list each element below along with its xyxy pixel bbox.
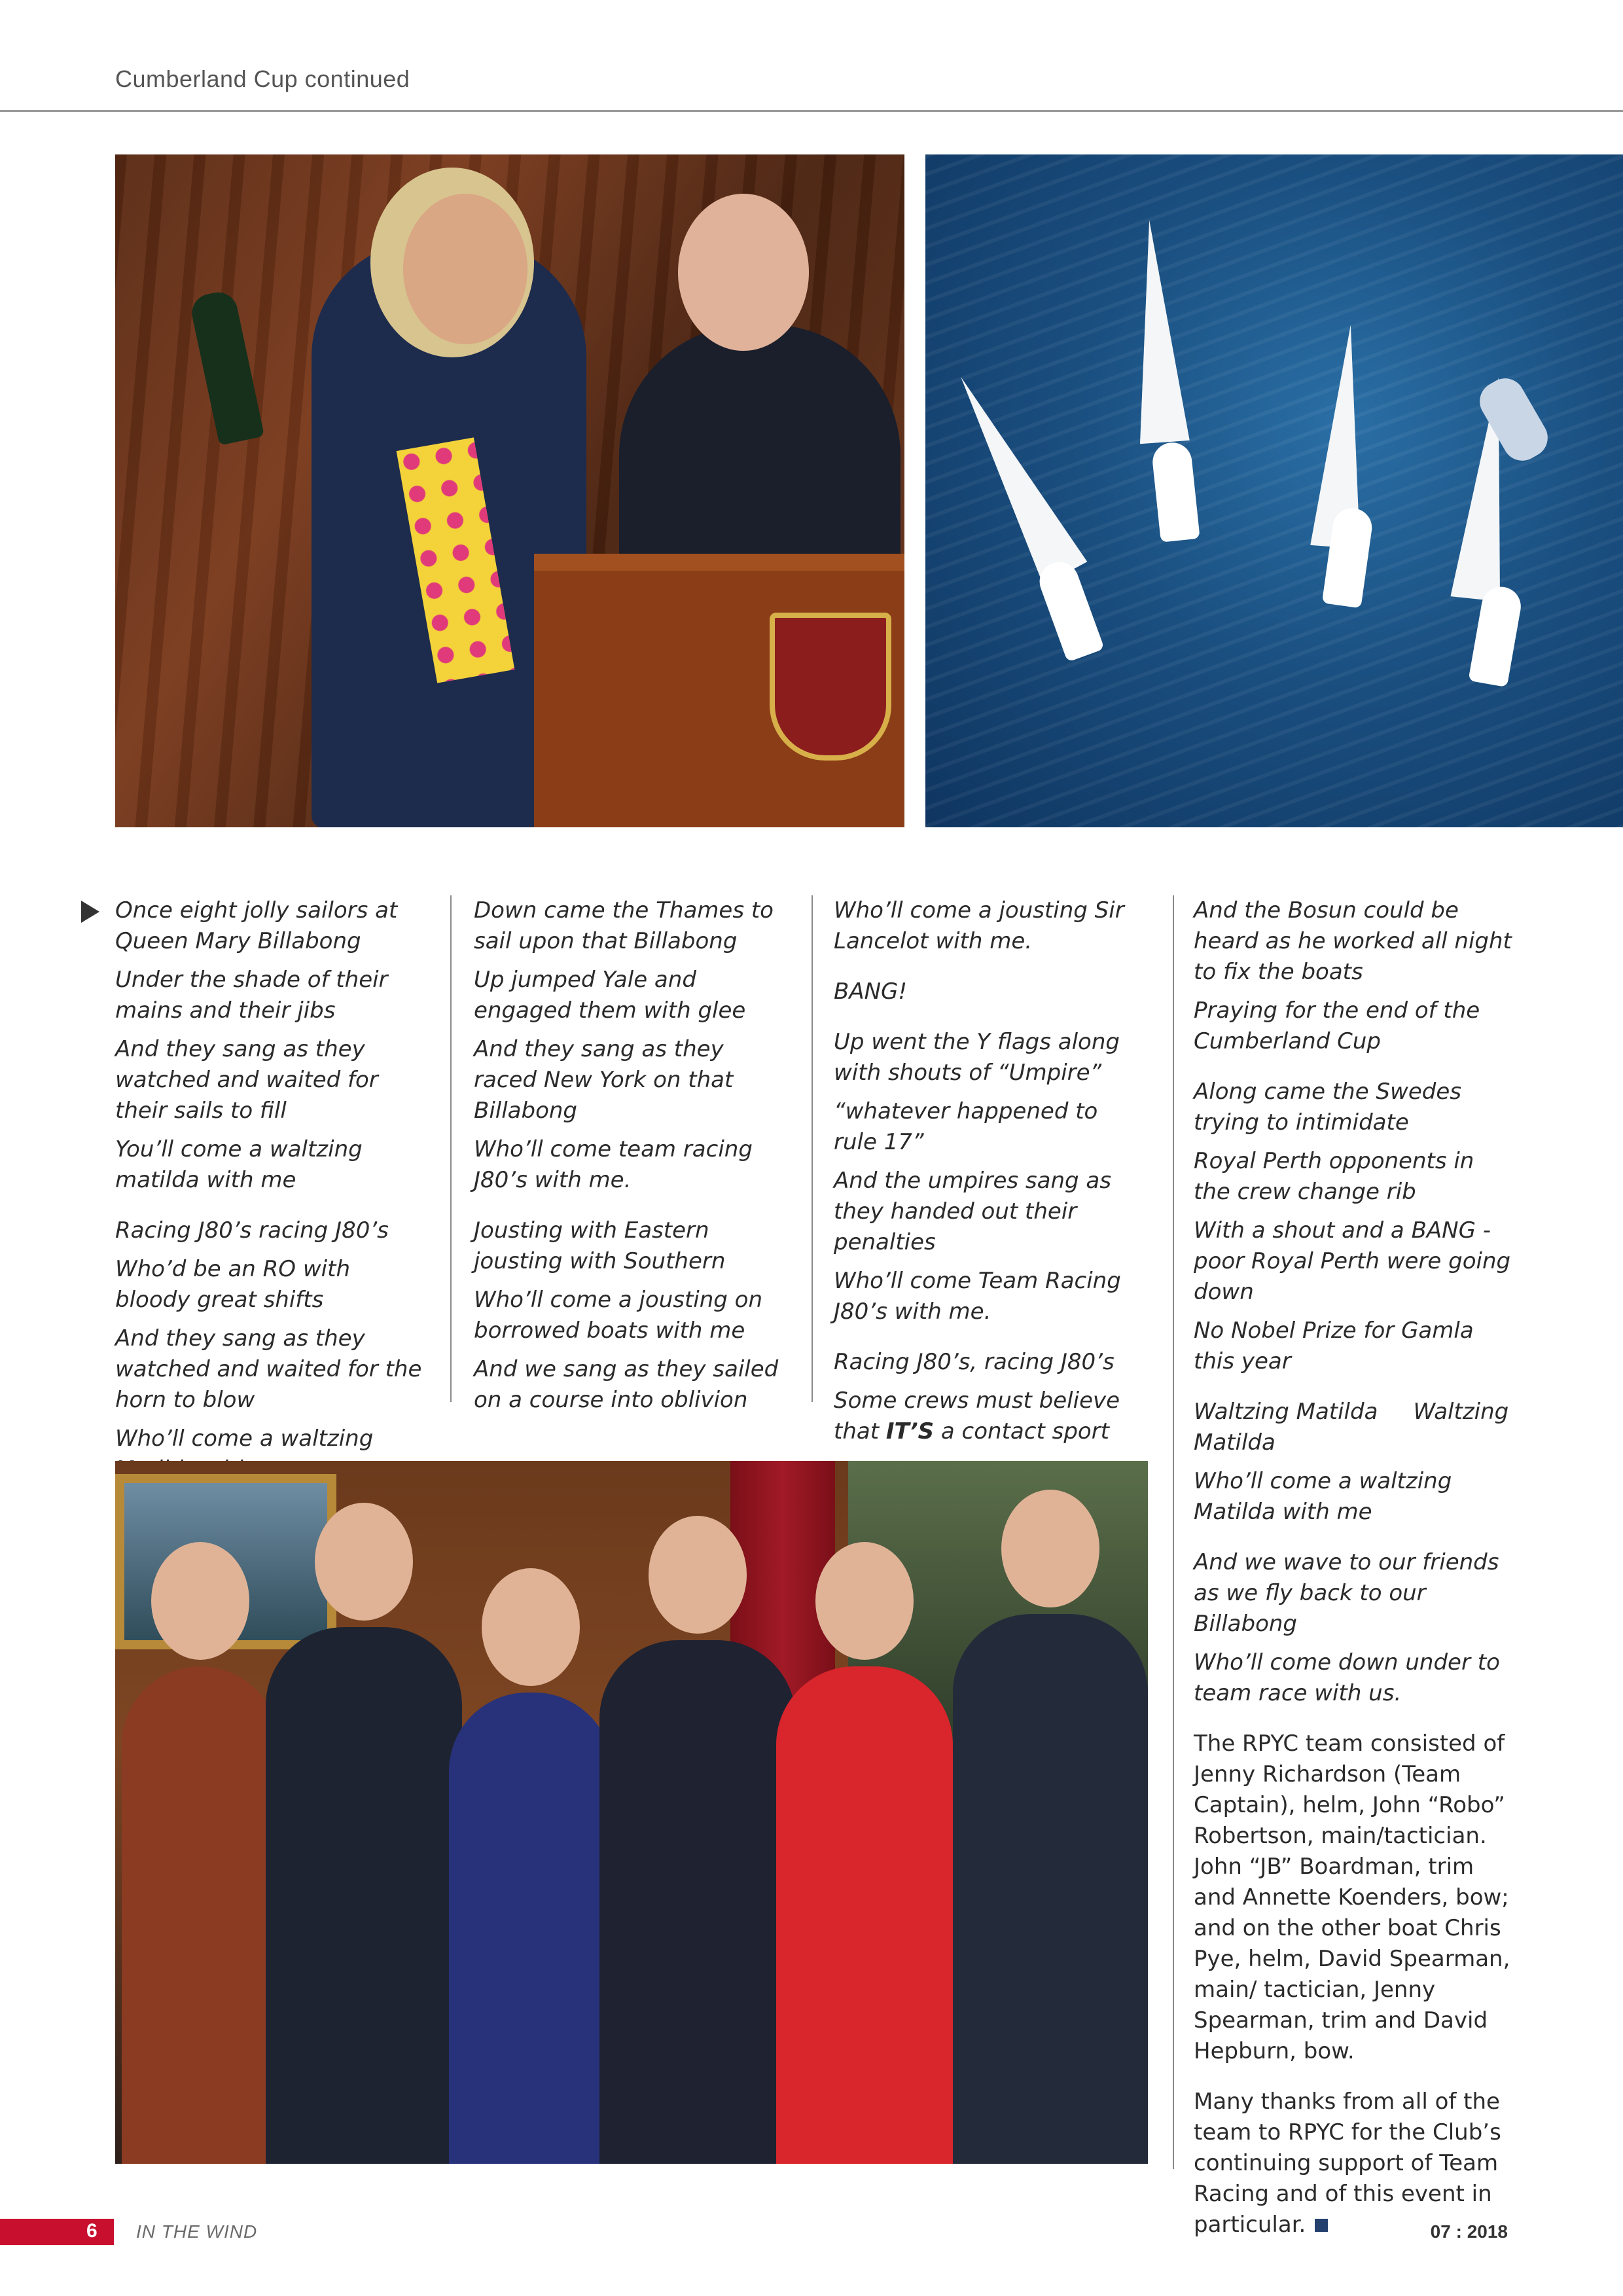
verse-line: And the Bosun could be heard as he worked all night to fix the boats <box>1194 897 1512 985</box>
person-head <box>482 1568 580 1686</box>
club-shield-plaque <box>770 613 891 761</box>
verse-line: Along came the Swedes trying to intimidate <box>1194 1079 1461 1136</box>
publication-name: IN THE WIND <box>136 2221 258 2242</box>
person-head <box>151 1542 249 1660</box>
verse-line: Up jumped Yale and engaged them with glee <box>474 967 746 1024</box>
verse-line: Who’d be an RO with bloody great shifts <box>115 1256 350 1313</box>
verse-line-start: Some crews must believe that <box>834 1388 1120 1444</box>
issue-date: 07 : 2018 <box>1430 2221 1508 2242</box>
verse-line: Under the shade of their mains and their jibs <box>115 967 388 1024</box>
article-column-2 <box>474 895 788 1424</box>
verse-line: Racing J80’s racing J80’s <box>115 1217 389 1244</box>
verse-line: And they sang as they raced New York on that Billabong <box>474 1036 734 1124</box>
verse-line: And they sang as they watched and waited for the horn to blow <box>115 1325 422 1413</box>
verse-line: Jousting with Eastern jousting with Southern <box>474 1217 726 1274</box>
verse-line: Praying for the end of the Cumberland Cup <box>1194 997 1480 1054</box>
verse-line: Up went the Y flags along with shouts of “Umpire” <box>834 1029 1120 1086</box>
verse-line: And we sang as they sailed on a course into oblivion <box>474 1356 779 1413</box>
verse-line-end: a contact sport <box>934 1418 1110 1444</box>
column-divider <box>450 895 452 1402</box>
verse-line: Who’ll come Team Racing J80’s with me. <box>834 1268 1121 1325</box>
person <box>953 1614 1148 2164</box>
verse-line: Once eight jolly sailors at Queen Mary Billabong <box>115 897 398 954</box>
person <box>599 1640 796 2164</box>
verse-line: BANG! <box>834 978 907 1005</box>
article-column-1 <box>115 895 429 1493</box>
header-rule <box>0 110 1623 112</box>
person-head <box>649 1516 747 1634</box>
verse-line: And we wave to our friends as we fly back to our Billabong <box>1194 1549 1499 1637</box>
article-column-4 <box>1194 895 1514 2248</box>
man-head <box>678 194 809 351</box>
column-divider <box>1173 895 1174 2169</box>
verse-line: Down came the Thames to sail upon that Billabong <box>474 897 774 954</box>
verse-line: Royal Perth opponents in the crew change rib <box>1194 1148 1474 1205</box>
person <box>266 1627 462 2164</box>
person-head <box>815 1542 914 1660</box>
person <box>122 1666 279 2164</box>
person <box>449 1693 613 2164</box>
verse-line: Who’ll come a jousting Sir Lancelot with me. <box>834 897 1124 954</box>
thanks-text: Many thanks from all of the team to RPYC for the Club’s continuing support of Team Racing and of this event in particular. <box>1194 2089 1501 2238</box>
verse-line: You’ll come a waltzing matilda with me <box>115 1136 363 1193</box>
end-of-article-icon <box>1315 2219 1328 2232</box>
woman-head <box>403 194 527 344</box>
column-divider <box>812 895 813 1402</box>
verse-line: Racing J80’s, racing J80’s <box>834 1349 1115 1375</box>
verse-line: Who’ll come down under to team race with us. <box>1194 1649 1500 1706</box>
verse-line: No Nobel Prize for Gamla this year <box>1194 1318 1474 1374</box>
person-head <box>315 1503 413 1621</box>
verse-line: Waltzing Matilda Waltzing Matilda <box>1194 1399 1516 1456</box>
yachts-aerial-photo <box>925 154 1623 827</box>
verse-line <box>834 1386 1148 1447</box>
verse-line-bold: IT’S <box>885 1418 935 1444</box>
verse-line: And they sang as they watched and waited for their sails to fill <box>115 1036 378 1124</box>
page-number: 6 <box>86 2220 98 2242</box>
team-paragraph: The RPYC team consisted of Jenny Richardson (Team Captain), helm, John “Robo” Robertson, main/tactician. John “JB” Boardman, trim and Annette Koenders, bow; and on the other boat Chris Pye, helm, David Spearman, main/ tactician, Jenny Spearman, trim and David Hepburn, bow. <box>1194 1731 1510 2064</box>
article-column-3 <box>834 895 1148 1455</box>
person <box>776 1666 953 2164</box>
running-head: Cumberland Cup continued <box>115 65 410 92</box>
presentation-photo <box>115 154 904 827</box>
verse-line: Who’ll come a jousting on borrowed boats with me <box>474 1287 763 1344</box>
thanks-paragraph <box>1194 2087 1514 2240</box>
verse-line: With a shout and a BANG - poor Royal Perth were going down <box>1194 1217 1511 1305</box>
play-icon <box>81 901 99 923</box>
verse-line: And the umpires sang as they handed out their penalties <box>834 1168 1111 1255</box>
person-head <box>1001 1490 1099 1607</box>
verse-line: Who’ll come a waltzing Matilda with me <box>1194 1468 1452 1525</box>
verse-line: “whatever happened to rule 17” <box>834 1098 1098 1155</box>
group-photo <box>115 1461 1148 2164</box>
verse-line: Who’ll come team racing J80’s with me. <box>474 1136 753 1193</box>
verse-line: Who’ll come a waltzing <box>115 1426 374 1452</box>
